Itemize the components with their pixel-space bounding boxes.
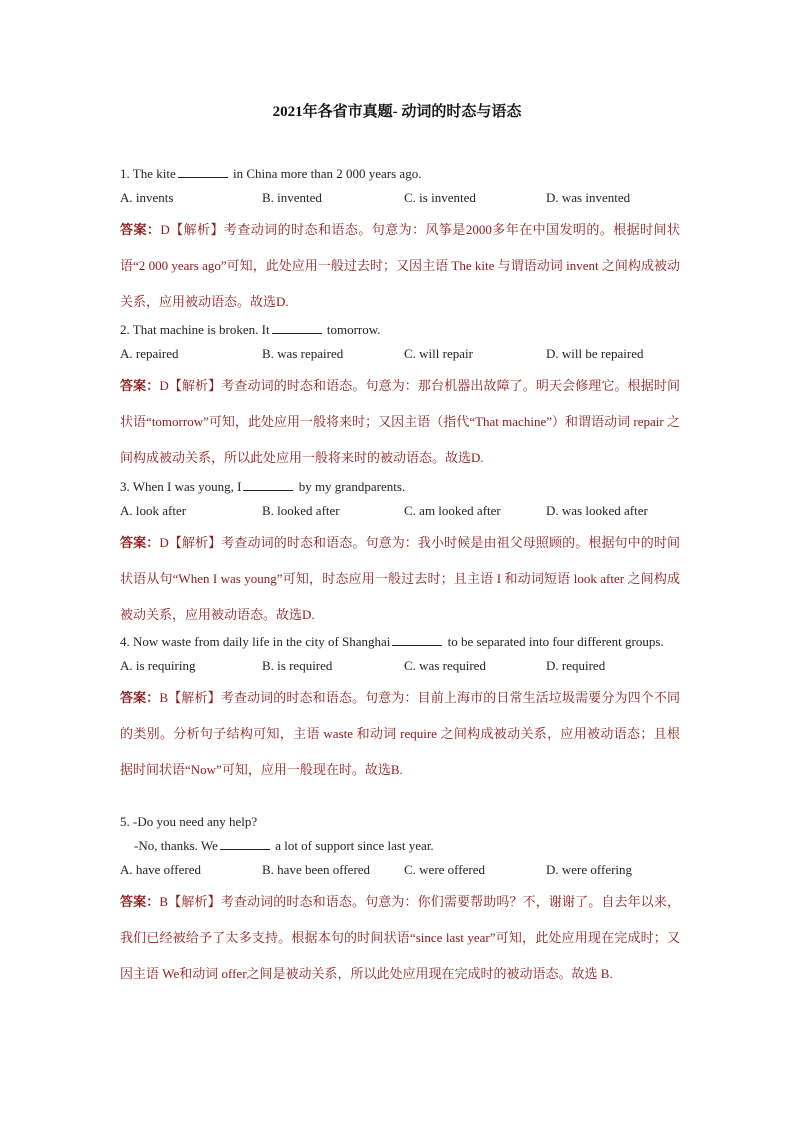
answer-text: D【解析】考查动词的时态和语态。句意为：风筝是2000多年在中国发明的。根据时间状语“2 000 years ago”可知，此处应用一般过去时；又因主语 The kite 与谓语动词 invent 之间构成被动关系，应用被动语态。故选D. bbox=[120, 222, 680, 309]
option-a: A. repaired bbox=[120, 346, 179, 361]
option-b: B. looked after bbox=[262, 503, 340, 518]
option-b: B. invented bbox=[262, 190, 322, 205]
option-b: B. is required bbox=[262, 658, 333, 673]
answer-text: B【解析】考查动词的时态和语态。句意为：目前上海市的日常生活垃圾需要分为四个不同的类别。分析句子结构可知，主语 waste 和动词 require 之间构成被动关系，应用被动语态；且根据时间状语“Now”可知，应用一般现在时。故选B. bbox=[120, 690, 680, 777]
option-c: C. was required bbox=[404, 658, 486, 673]
stem-text: 4. Now waste from daily life in the city of Shanghai bbox=[120, 634, 391, 649]
option-b: B. was repaired bbox=[262, 346, 344, 361]
option-a: A. is requiring bbox=[120, 658, 196, 673]
option-a: A. look after bbox=[120, 503, 187, 518]
answer-label: 答案： bbox=[120, 535, 160, 550]
option-d: D. was looked after bbox=[546, 503, 648, 518]
stem-text: by my grandparents. bbox=[295, 479, 406, 494]
answer-blank bbox=[272, 321, 322, 334]
answer-blank bbox=[243, 478, 293, 491]
question-stem-line-1: 5. -Do you need any help? bbox=[120, 814, 258, 829]
question-stem bbox=[120, 318, 680, 342]
stem-text: 3. When I was young, I bbox=[120, 479, 242, 494]
option-c: C. will repair bbox=[404, 346, 473, 361]
answer-explanation bbox=[120, 884, 680, 992]
options-row bbox=[120, 342, 680, 366]
answer-label: 答案： bbox=[120, 894, 160, 909]
answer-label: 答案： bbox=[120, 378, 160, 393]
option-d: D. will be repaired bbox=[546, 346, 644, 361]
question-3 bbox=[120, 475, 680, 633]
answer-explanation bbox=[120, 525, 680, 633]
answer-label: 答案： bbox=[120, 690, 160, 705]
question-stem bbox=[120, 475, 680, 499]
question-4 bbox=[120, 630, 680, 788]
answer-explanation bbox=[120, 368, 680, 476]
answer-blank bbox=[178, 165, 228, 178]
question-stem bbox=[120, 630, 680, 654]
option-d: D. was invented bbox=[546, 190, 631, 205]
option-d: D. were offering bbox=[546, 862, 633, 877]
option-d: D. required bbox=[546, 658, 606, 673]
question-5 bbox=[120, 810, 680, 992]
stem-text: 1. The kite bbox=[120, 166, 176, 181]
option-a: A. have offered bbox=[120, 862, 201, 877]
option-c: C. am looked after bbox=[404, 503, 501, 518]
answer-blank bbox=[392, 633, 442, 646]
option-c: C. is invented bbox=[404, 190, 476, 205]
question-stem-line-2 bbox=[120, 834, 680, 858]
stem-text: to be separated into four different groups. bbox=[444, 634, 664, 649]
stem-text: in China more than 2 000 years ago. bbox=[229, 166, 422, 181]
answer-label: 答案： bbox=[120, 222, 161, 237]
answer-text: D【解析】考查动词的时态和语态。句意为：那台机器出故障了。明天会修理它。根据时间状语“tomorrow”可知，此处应用一般将来时；又因主语（指代“That machine”）和谓语动词 repair 之间构成被动关系，所以此处应用一般将来时的被动语态。故选D. bbox=[120, 378, 680, 465]
answer-explanation bbox=[120, 212, 680, 320]
answer-explanation bbox=[120, 680, 680, 788]
stem-text: 2. That machine is broken. It bbox=[120, 322, 270, 337]
question-1 bbox=[120, 162, 680, 320]
option-a: A. invents bbox=[120, 190, 174, 205]
answer-blank bbox=[220, 837, 270, 850]
stem-text: a lot of support since last year. bbox=[271, 838, 434, 853]
stem-text: -No, thanks. We bbox=[134, 838, 218, 853]
question-stem bbox=[120, 162, 680, 186]
stem-text: tomorrow. bbox=[323, 322, 381, 337]
option-c: C. were offered bbox=[404, 862, 485, 877]
options-row bbox=[120, 654, 680, 678]
answer-text: D【解析】考查动词的时态和语态。句意为：我小时候是由祖父母照顾的。根据句中的时间状语从句“When I was young”可知，时态应用一般过去时；且主语 I 和动词短语 look after 之间构成被动关系，应用被动语态。故选D. bbox=[120, 535, 680, 622]
options-row bbox=[120, 186, 680, 210]
option-b: B. have been offered bbox=[262, 862, 371, 877]
page-title: 2021年各省市真题- 动词的时态与语态 bbox=[272, 104, 522, 120]
answer-text: B【解析】考查动词的时态和语态。句意为：你们需要帮助吗？不，谢谢了。自去年以来，我们已经被给予了太多支持。根据本句的时间状语“since last year”可知，此处应用现在完成时；又因主语 We和动词 offer之间是被动关系，所以此处应用现在完成时的被动语态。故选 B. bbox=[120, 894, 680, 981]
options-row bbox=[120, 499, 680, 523]
options-row bbox=[120, 858, 680, 882]
question-2 bbox=[120, 318, 680, 476]
